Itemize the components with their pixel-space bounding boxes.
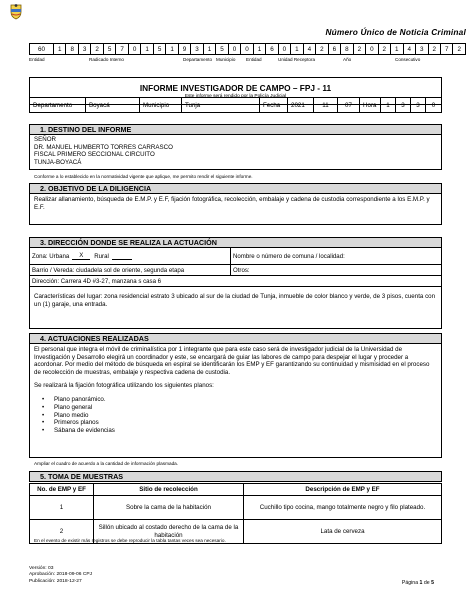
nunc-digit: 60 — [30, 44, 54, 54]
nunc-label-anio: Año — [343, 57, 352, 62]
departamento-value: Boyacá — [86, 98, 140, 112]
sample-site: Sillón ubicado al costado derecho de la cama de la habitación — [94, 520, 244, 544]
nunc-label-departamento: Departamento — [183, 57, 213, 62]
nunc-digit: 5 — [216, 44, 228, 54]
section-2-header: 2. OBJETIVO DE LA DILIGENCIA — [29, 183, 442, 194]
sample-description: Cuchillo tipo cocina, mango totalmente negro y filo plateado. — [244, 496, 442, 520]
report-title: INFORME INVESTIGADOR DE CAMPO – FPJ - 11 — [139, 83, 332, 93]
otros-label: Otros: — [233, 266, 250, 274]
nunc-digit: 0 — [229, 44, 241, 54]
recipient-line: TUNJA-BOYACÁ — [34, 158, 82, 166]
nunc-digit: 1 — [54, 44, 66, 54]
nunc-digit: 7 — [116, 44, 128, 54]
caracteristicas-text: Características del lugar: zona residencial estrato 3 ubicado al sur de la ciudad de Tunja, inmueble de color blanco y verde, de 3 pisos, cuenta con un (1) garaje, una entrada. — [29, 287, 442, 329]
nunc-digit: 7 — [441, 44, 453, 54]
zona-row — [29, 248, 442, 265]
fecha-day: 07 — [338, 98, 360, 112]
hora-digit: 1 — [381, 98, 396, 112]
nunc-digit: 3 — [79, 44, 91, 54]
page-word: Página — [401, 580, 419, 586]
zona-urbana-label: Zona: Urbana — [32, 252, 70, 260]
planes-list — [34, 396, 437, 435]
page-total: 5 — [431, 580, 434, 586]
list-item: • Plano panorámico. — [34, 396, 437, 404]
version-text: Versión: 03 — [29, 566, 54, 571]
municipio-value: Tunja — [182, 98, 260, 112]
nunc-digit: 5 — [154, 44, 166, 54]
nunc-digit: 9 — [179, 44, 191, 54]
zona-cell — [30, 248, 231, 264]
nunc-digit: 2 — [316, 44, 328, 54]
nunc-label-entidad-2: Entidad — [246, 57, 262, 62]
list-item: • Plano medio — [34, 412, 437, 420]
location-date-row — [29, 97, 442, 113]
nunc-labels — [29, 57, 466, 66]
sample-number: 1 — [30, 496, 94, 520]
section-3-header: 3. DIRECCIÓN DONDE SE REALIZA LA ACTUACIÓN — [29, 237, 442, 248]
zona-rural-label: Rural — [94, 252, 109, 260]
nunc-digit: 8 — [66, 44, 78, 54]
section-4-note: Ampliar el cuadro de acuerdo a la cantidad de información plasmada. — [34, 461, 179, 466]
nunc-digit: 3 — [191, 44, 203, 54]
section-5-note: En el evento de existir más registros se debe reproducir la tabla tantas veces sea necesario. — [34, 538, 226, 543]
nunc-digit: 1 — [254, 44, 266, 54]
nunc-digit: 3 — [416, 44, 428, 54]
nunc-digit: 0 — [241, 44, 253, 54]
nunc-digit: 2 — [354, 44, 366, 54]
sample-site: Sobre la cama de la habitación — [94, 496, 244, 520]
document-footer — [29, 566, 92, 585]
nunc-label-entidad: Entidad — [29, 57, 45, 62]
comuna-label: Nombre o número de comuna / localidad: — [233, 252, 345, 260]
list-item: • Plano general — [34, 404, 437, 412]
barrio-row — [29, 265, 442, 276]
column-header: No. de EMP y EF — [30, 484, 94, 496]
nunc-digit: 6 — [266, 44, 278, 54]
page-number — [402, 580, 434, 586]
column-header: Sitio de recolección — [94, 484, 244, 496]
nunc-digit: 4 — [404, 44, 416, 54]
aprobacion-text: Aprobación: 2018-09-06 CPJ — [29, 572, 93, 578]
publicacion-text: Publicación: 2018-12-27 — [29, 578, 82, 584]
nunc-digit: 6 — [329, 44, 341, 54]
table-header-row — [30, 484, 442, 496]
hora-label: Hora — [360, 98, 381, 112]
recipient-line: SEÑOR — [34, 136, 57, 143]
nunc-title: Número Único de Noticia Criminal — [325, 27, 466, 37]
hora-digit: 3 — [411, 98, 426, 112]
nunc-label-radicado: Radicado Interno — [89, 57, 124, 62]
fecha-label: Fecha — [260, 98, 288, 112]
section-5-header: 5. TOMA DE MUESTRAS — [29, 471, 442, 482]
zona-rural-blank — [112, 253, 132, 260]
section-2-body: Realizar allanamiento, búsqueda de E.M.P. y E.F, fijación fotográfica, recolección, embalaje y cadena de custodia correspondiente a los E.M.P. y E.F. — [29, 194, 442, 225]
sample-number: 2 — [30, 520, 94, 544]
recipient-line: DR. MANUEL HUMBERTO TORRES CARRASCO — [34, 143, 173, 151]
section-4-header: 4. ACTUACIONES REALIZADAS — [29, 333, 442, 344]
sample-description: Lata de cerveza — [244, 520, 442, 544]
departamento-label: Departamento — [30, 98, 86, 112]
report-subtitle: Este informe será rendido por la Policía Judicial — [184, 94, 287, 99]
section-1-note: Conforme a lo establecido en la normatividad vigente que aplique, me permito rendir el siguiente informe. — [34, 174, 253, 179]
nunc-digit: 2 — [429, 44, 441, 54]
nunc-digit: 0 — [129, 44, 141, 54]
hora-digit: 0 — [431, 101, 436, 109]
nunc-label-municipio: Municipio — [216, 57, 236, 62]
barrio-value: Barrio / Vereda: ciudadela sol de oriente, segunda etapa — [30, 265, 231, 275]
page-of: de — [423, 580, 430, 586]
list-item: • Primeros planos — [34, 419, 437, 427]
direccion-row — [29, 276, 442, 287]
nunc-label-consecutivo: Consecutivo — [395, 57, 421, 62]
actuaciones-paragraph: El personal que integra el móvil de criminalística por 1 integrante que para este caso será de investigador judicial de la Universidad de Investigación y Desarrollo elegirá un coordinador y este, se encargará de guiar las labores de campo para despejar el lugar y proceder a acordonar. Por medio del método de búsqueda en espiral se identificarán los EMP y EF garantizando su continuidad y mismisidad en el proceso de recolección de muestras, embalaje y respectiva cadena de custodia. — [34, 346, 430, 376]
nunc-digit: 2 — [379, 44, 391, 54]
nunc-digit: 2 — [91, 44, 103, 54]
hora-digit: 3 — [396, 98, 411, 112]
section-1-header: 1. DESTINO DEL INFORME — [29, 124, 442, 135]
column-header: Descripción de EMP y EF — [244, 484, 442, 496]
nunc-digit: 0 — [366, 44, 378, 54]
page-current: 1 — [419, 580, 423, 586]
fecha-year: 2021 — [288, 98, 314, 112]
table-row — [30, 496, 442, 520]
nunc-digit: 4 — [304, 44, 316, 54]
samples-table — [29, 483, 442, 544]
nunc-digit: 1 — [291, 44, 303, 54]
coat-of-arms-logo — [9, 3, 23, 20]
nunc-digit-grid — [29, 43, 466, 55]
section-4-body — [29, 344, 442, 458]
zona-urbana-mark: X — [72, 252, 90, 260]
fecha-month: 11 — [314, 98, 338, 112]
nunc-digit: 5 — [104, 44, 116, 54]
municipio-label: Municipio — [140, 98, 182, 112]
nunc-digit: 1 — [204, 44, 216, 54]
nunc-label-unidad: Unidad Receptora — [278, 57, 316, 62]
nunc-digit: 1 — [391, 44, 403, 54]
nunc-digit: 2 — [453, 44, 465, 54]
planes-intro: Se realizará la fijación fotográfica utilizando los siguientes planos: — [34, 382, 214, 390]
direccion-value: Dirección: Carrera 4D #3-27, manzana s casa 6 — [32, 277, 162, 285]
nunc-digit: 8 — [341, 44, 353, 54]
nunc-digit: 1 — [166, 44, 178, 54]
section-1-body — [29, 135, 442, 170]
recipient-line: FISCAL PRIMERO SECCIONAL CIRCUITO — [34, 151, 155, 159]
list-item: • Sábana de evidencias — [34, 427, 437, 435]
nunc-digit: 0 — [279, 44, 291, 54]
nunc-digit: 1 — [141, 44, 153, 54]
